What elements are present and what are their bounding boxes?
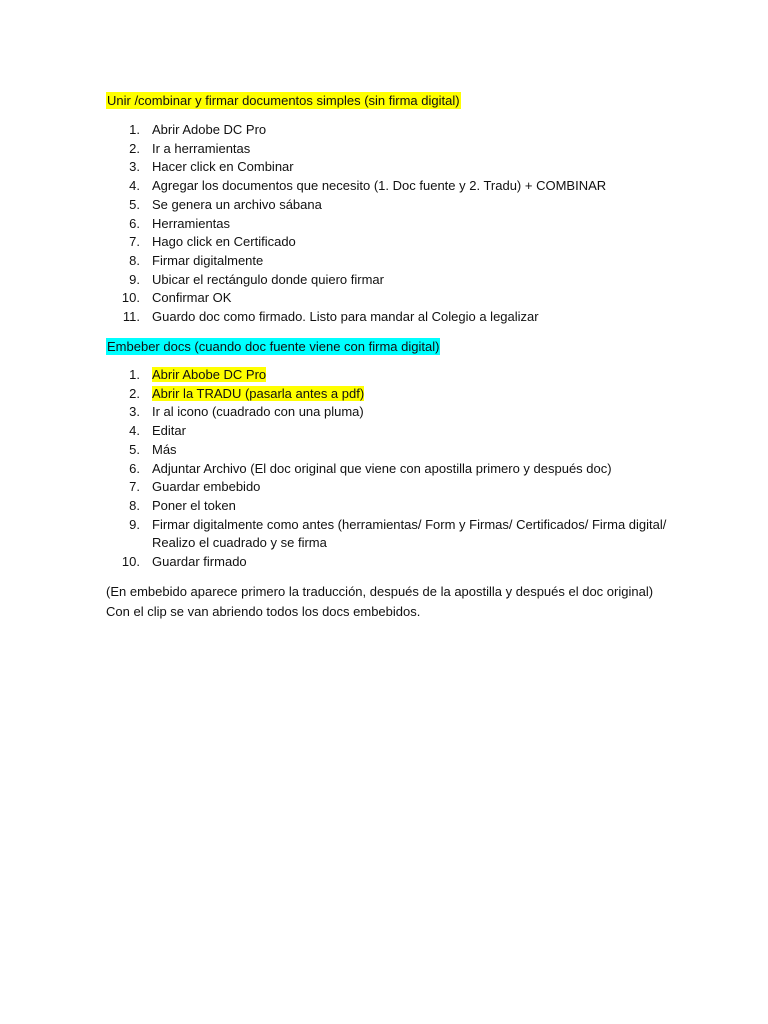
list-item: 9. Ubicar el rectángulo donde quiero firmar xyxy=(129,271,384,287)
section-1-list xyxy=(106,121,706,327)
list-item: 8. Poner el token xyxy=(129,497,236,513)
section-2-heading: Embeber docs (cuando doc fuente viene con firma digital) xyxy=(107,339,440,354)
list-item: 4. Agregar los documentos que necesito (1. Doc fuente y 2. Tradu) + COMBINAR xyxy=(129,178,607,194)
list-item: 10. Confirmar OK xyxy=(121,290,232,306)
closing-note: (En embebido aparece primero la traducción, después de la apostilla y después el doc original) Con el clip se van abriendo todos los docs embebidos. xyxy=(106,584,654,619)
list-item: 7. Guardar embebido xyxy=(129,479,261,495)
list-item: 8. Firmar digitalmente xyxy=(129,252,264,268)
list-item: 3. Hacer click en Combinar xyxy=(129,159,294,175)
list-item: 11. Guardo doc como firmado. Listo para mandar al Colegio a legalizar xyxy=(122,309,539,325)
section-2-list xyxy=(106,366,706,572)
list-item: 9. Firmar digitalmente como antes (herramientas/ Form y Firmas/ Certificados/ Firma digital/ Realizo el cuadrado y se firma xyxy=(129,516,667,551)
section-1-heading: Unir /combinar y firmar documentos simples (sin firma digital) xyxy=(107,93,460,108)
list-item: 1. Abrir Adobe DC Pro xyxy=(129,122,267,137)
list-item: 7. Hago click en Certificado xyxy=(129,234,296,250)
list-item: 6. Adjuntar Archivo (El doc original que viene con apostilla primero y después doc) xyxy=(129,460,612,476)
list-item: 5. Más xyxy=(129,441,177,457)
list-item: 4. Editar xyxy=(129,423,186,439)
list-item: 3. Ir al icono (cuadrado con una pluma) xyxy=(129,404,364,420)
list-item: 5. Se genera un archivo sábana xyxy=(129,196,322,212)
list-item: 10. Guardar firmado xyxy=(121,554,247,570)
list-item: 2. Ir a herramientas xyxy=(129,140,251,156)
list-item: 2. Abrir la TRADU (pasarla antes a pdf) xyxy=(129,385,365,401)
list-item: 6. Herramientas xyxy=(129,215,231,231)
list-item: 1. Abrir Abobe DC Pro xyxy=(129,367,267,382)
